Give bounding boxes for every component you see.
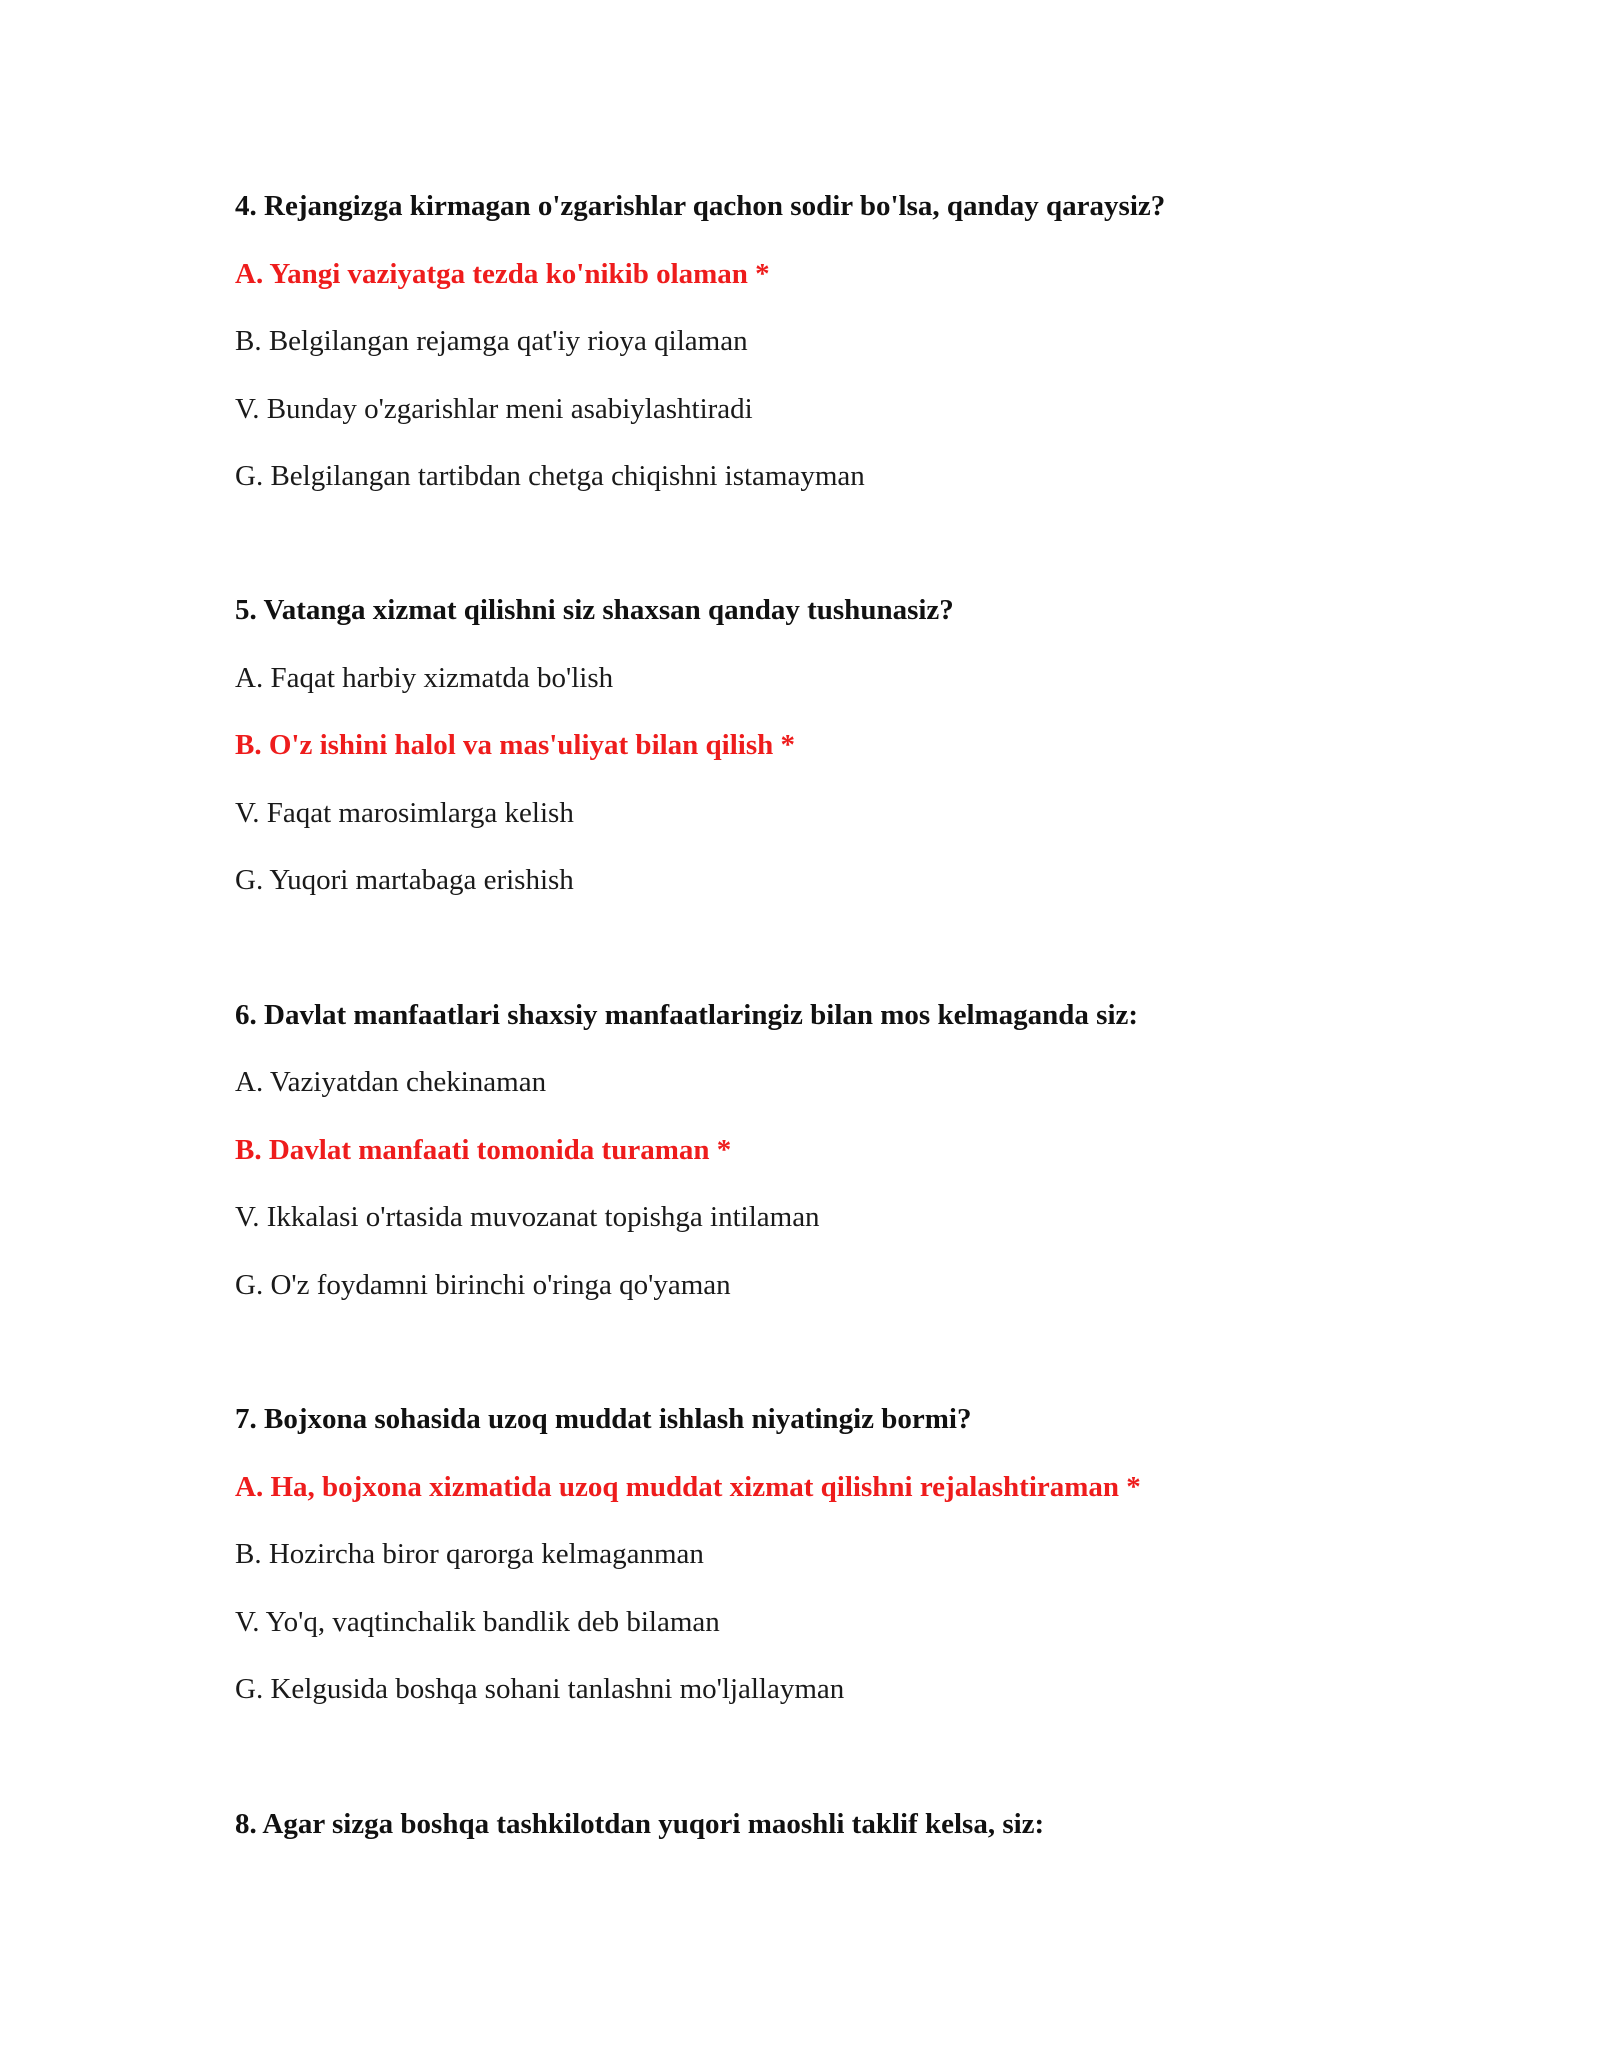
answer-option: V. Ikkalasi o'rtasida muvozanat topishga intilaman — [235, 1201, 820, 1233]
answer-option-correct: A. Ha, bojxona xizmatida uzoq muddat xizmat qilishni rejalashtiraman * — [235, 1471, 1141, 1503]
answer-option: G. Yuqori martabaga erishish — [235, 864, 574, 896]
question-title: 5. Vatanga xizmat qilishni siz shaxsan qanday tushunasiz? — [235, 594, 954, 626]
question-title: 6. Davlat manfaatlari shaxsiy manfaatlaringiz bilan mos kelmaganda siz: — [235, 999, 1139, 1031]
answer-option: G. Belgilangan tartibdan chetga chiqishni istamayman — [235, 460, 865, 492]
answer-option-correct: A. Yangi vaziyatga tezda ko'nikib olaman * — [235, 258, 770, 290]
question-title: 8. Agar sizga boshqa tashkilotdan yuqori maoshli taklif kelsa, siz: — [235, 1808, 1045, 1840]
answer-option: A. Faqat harbiy xizmatda bo'lish — [235, 662, 614, 694]
answer-option-correct: B. O'z ishini halol va mas'uliyat bilan qilish * — [235, 729, 796, 761]
answer-option: B. Hozircha biror qarorga kelmaganman — [235, 1538, 704, 1570]
question-title: 7. Bojxona sohasida uzoq muddat ishlash niyatingiz bormi? — [235, 1403, 972, 1435]
answer-option: A. Vaziyatdan chekinaman — [235, 1066, 547, 1098]
answer-option: V. Yo'q, vaqtinchalik bandlik deb bilaman — [235, 1606, 720, 1638]
question-title: 4. Rejangizga kirmagan o'zgarishlar qachon sodir bo'lsa, qanday qaraysiz? — [235, 190, 1166, 222]
answer-option: V. Bunday o'zgarishlar meni asabiylashtiradi — [235, 393, 753, 425]
answer-option: B. Belgilangan rejamga qat'iy rioya qilaman — [235, 325, 748, 357]
answer-option-correct: B. Davlat manfaati tomonida turaman * — [235, 1134, 732, 1166]
answer-option: G. Kelgusida boshqa sohani tanlashni mo'ljallayman — [235, 1673, 845, 1705]
answer-option: G. O'z foydamni birinchi o'ringa qo'yaman — [235, 1269, 731, 1301]
answer-option: V. Faqat marosimlarga kelish — [235, 797, 574, 829]
